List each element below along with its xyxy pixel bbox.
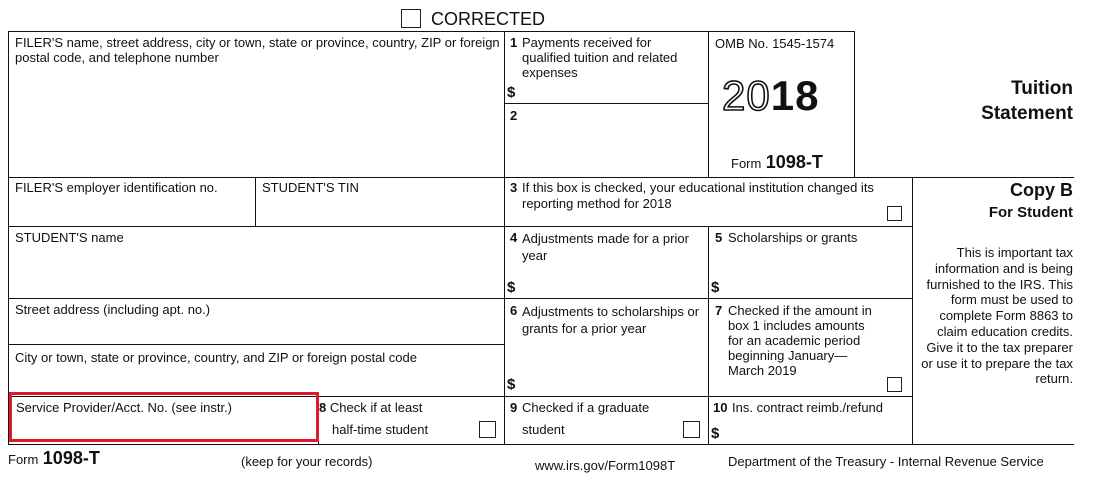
box1-number: 1 [510,35,518,50]
footer-url[interactable]: www.irs.gov/Form1098T [535,458,676,473]
rule-col-b2 [708,226,709,445]
box8-text [319,400,422,415]
box2-number: 2 [510,108,518,123]
box8-label-line2: half-time student [332,422,429,437]
box7-checkbox[interactable] [887,377,902,392]
box8-label: Check if at least [329,400,423,415]
box9-checkbox[interactable] [683,421,700,438]
student-tin-label: STUDENT'S TIN [262,180,359,195]
box1-dollar: $ [507,84,516,101]
rule-col-a [504,31,505,445]
rule-filer-bottom [8,177,1074,178]
box3-checkbox[interactable] [887,206,902,221]
corrected-label: CORRECTED [431,9,546,29]
box1-amount-field[interactable] [522,84,702,100]
footer-form-word: Form [8,452,39,467]
rule-col-c [912,177,913,445]
footer-form-name: 1098-T [42,448,100,468]
copy-label: Copy B [1010,180,1073,200]
corrected-checkbox[interactable] [401,9,421,28]
box9-number: 9 [510,400,518,415]
footer-keep-note: (keep for your records) [241,454,373,469]
box3-label: If this box is checked, your educational institution changed its reporting method for 2018 [522,180,874,211]
filer-name-label: FILER'S name, street address, city or town, state or province, country, ZIP or foreign postal code, and telephone number [15,35,500,65]
box7-label: Checked if the amount in box 1 includes amounts for an academic period beginning January— March 2019 [728,303,872,378]
rule-ein-bottom [8,226,912,227]
filer-ein-label: FILER'S employer identification no. [15,180,218,195]
rule-box1-bottom [505,103,708,104]
box9-label-line2: student [522,422,565,437]
tax-year [722,72,819,120]
omb-number: OMB No. 1545-1574 [715,36,835,51]
footer-department: Department of the Treasury - Internal Revenue Service [728,454,1044,469]
box4-label: Adjustments made for a prior year [522,231,689,263]
box5-label: Scholarships or grants [728,230,858,245]
box5-number: 5 [715,230,723,245]
tax-notice: This is important tax information and is being furnished to the IRS. This form must be used to complete Form 8863 to claim education credits. Give it to the tax preparer or use it to prepare the tax return. [921,245,1073,387]
rule-bottom [8,444,1074,445]
box4-number: 4 [510,230,518,245]
box9-label: Checked if a graduate [522,400,650,415]
box8-number: 8 [319,400,327,415]
rule-top [8,31,854,32]
city-label: City or town, state or province, country, and ZIP or foreign postal code [15,350,417,365]
year-prefix: 20 [722,72,771,119]
omb-form-id [731,152,823,173]
box3-number: 3 [510,180,518,195]
box1-label: Payments received for qualified tuition and related expenses [522,35,678,80]
box10-label: Ins. contract reimb./refund [732,400,884,415]
street-address-label: Street address (including apt. no.) [15,302,211,317]
box6-dollar: $ [507,376,516,393]
rule-name-bottom [8,298,912,299]
rule-left [8,31,9,445]
form-title-line1: Tuition [1011,78,1073,99]
rule-ein-split [255,177,256,226]
box4-dollar: $ [507,279,516,296]
box8-checkbox[interactable] [479,421,496,438]
box10-dollar: $ [711,425,720,442]
service-provider-label: Service Provider/Acct. No. (see instr.) [16,400,233,415]
year-suffix: 18 [770,72,820,119]
rule-col-omb-right [854,31,855,177]
student-name-label: STUDENT'S name [15,230,124,245]
footer-form-id [8,448,100,469]
form-title-line2: Statement [981,103,1073,124]
copy-recipient: For Student [988,204,1073,221]
rule-street-bottom [8,344,505,345]
box7-number: 7 [715,303,723,318]
omb-form-word: Form [731,156,762,171]
rule-col-b [708,31,709,177]
box6-number: 6 [510,303,518,318]
box5-dollar: $ [711,279,720,296]
omb-form-name: 1098-T [765,152,823,172]
box6-label: Adjustments to scholarships or grants for a prior year [522,304,700,336]
box10-number: 10 [713,400,728,415]
